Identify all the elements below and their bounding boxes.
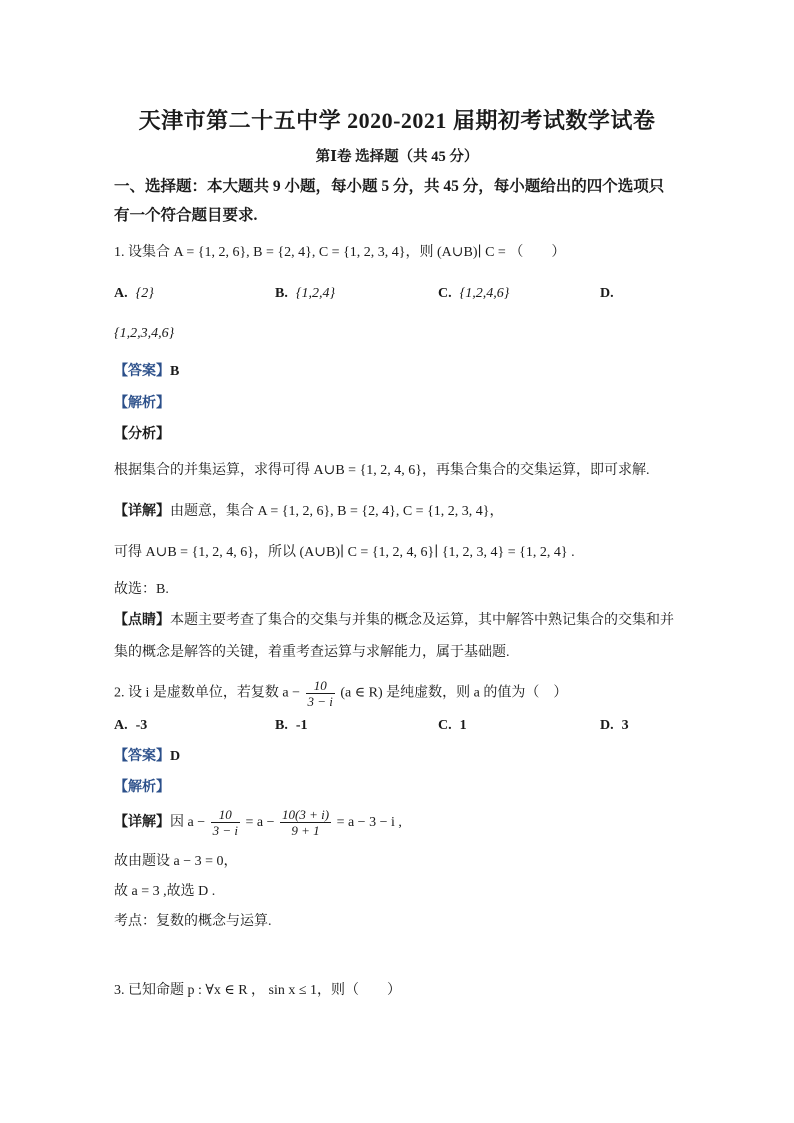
q1-detail-text: 由题意，集合 A = {1, 2, 6}, B = {2, 4}, C = {1, 2, 3, 4}， [170, 504, 504, 519]
q1-answer [114, 361, 179, 383]
q2-frac2-num: 10(3 + i) [282, 807, 330, 823]
q1-option-a-text: {2} [135, 286, 154, 301]
q2-detail-tag: 【详解】 [114, 815, 170, 830]
q2-stem-frac-den: 3 − i [307, 694, 333, 709]
q2-line2: 故由题设 a − 3 = 0， [114, 854, 238, 869]
q1-option-c-text: {1,2,4,6} [459, 286, 510, 301]
q1-analysis [114, 393, 170, 415]
q1-option-a-label: A. [114, 286, 128, 301]
q2-answer-tag: 【答案】 [114, 749, 170, 764]
q1-fenxi-tag: 【分析】 [114, 427, 170, 442]
q1-answer-value: B [170, 364, 180, 379]
q2-option-d-label: D. [600, 718, 614, 733]
page-subtitle: 第Ⅰ卷 选择题（共 45 分） [315, 149, 479, 165]
q2-option-b [275, 715, 308, 737]
q2-frac2-den: 9 + 1 [291, 823, 320, 839]
q2-option-d [600, 715, 629, 737]
q2-stem-post: (a ∈ R) 是纯虚数，则 a 的值为（ ） [340, 685, 568, 701]
q2-option-c-label: C. [438, 718, 452, 733]
section-instructions-line1: 一、选择题：本大题共 9 小题，每小题 5 分，共 45 分，每小题给出的四个选项只 [114, 178, 665, 195]
q2-option-b-label: B. [275, 718, 288, 733]
q1-option-b-text: {1,2,4} [295, 286, 336, 301]
q2-line3: 故 a = 3 ,故选 D . [114, 884, 216, 899]
q1-analysis-tag: 【解析】 [114, 396, 170, 411]
q2-stem-fraction [306, 678, 335, 709]
q2-kaodian: 考点：复数的概念与运算. [114, 914, 272, 929]
q2-option-a [114, 715, 147, 737]
q2-option-c [438, 715, 467, 737]
q2-stem-pre: 2. 设 i 是虚数单位，若复数 a − [114, 685, 300, 701]
q1-option-b [275, 283, 335, 305]
q1-detail [114, 501, 504, 523]
q2-detail-pre: 因 a − [170, 815, 206, 830]
q1-option-b-label: B. [275, 286, 288, 301]
q3-stem: 3. 已知命题 p : ∀x ∈ R ， sin x ≤ 1，则（ ） [114, 983, 402, 998]
q2-analysis [114, 777, 170, 799]
q2-option-b-text: -1 [295, 718, 308, 733]
q1-fenxi-text: 根据集合的并集运算，求得可得 A∪B = {1, 2, 4, 6}，再集合集合的交集运算，即可求解. [114, 463, 650, 478]
section-instructions-line2: 有一个符合题目要求. [114, 207, 258, 224]
q2-detail-mid: = a − [245, 815, 275, 830]
q1-option-c [438, 283, 509, 305]
q1-option-d-wrapped: {1,2,3,4,6} [114, 326, 175, 341]
q1-choose: 故选：B. [114, 582, 169, 597]
q2-stem-frac-num: 10 [306, 678, 335, 694]
q1-option-c-label: C. [438, 286, 452, 301]
q1-detail-tag: 【详解】 [114, 504, 170, 519]
q2-frac1-num: 10 [211, 807, 240, 823]
q2-option-a-text: -3 [135, 718, 148, 733]
q1-answer-tag: 【答案】 [114, 364, 170, 379]
q2-frac1-den: 3 − i [212, 823, 238, 839]
q1-fenxi [114, 424, 170, 446]
q1-option-d [600, 283, 622, 305]
q2-stem [114, 678, 567, 709]
q1-point-text2: 集的概念是解答的关键，着重考查运算与求解能力，属于基础题. [114, 645, 510, 660]
q1-detail-text2: 可得 A∪B = {1, 2, 4, 6}，所以 (A∪B)∣ C = {1, 2, 4, 6}∣ {1, 2, 3, 4} = {1, 2, 4} . [114, 545, 575, 560]
q2-detail-fraction-1 [211, 807, 240, 838]
q1-stem: 1. 设集合 A = {1, 2, 6}, B = {2, 4}, C = {1, 2, 3, 4}，则 (A∪B)∣ C = （ ） [114, 245, 566, 260]
q2-option-d-text: 3 [621, 718, 629, 733]
q2-detail-post: = a − 3 − i , [336, 815, 402, 830]
q2-option-c-text: 1 [459, 718, 467, 733]
page-title: 天津市第二十五中学 2020-2021 届期初考试数学试卷 [138, 108, 656, 133]
q2-detail-fraction-2 [280, 807, 331, 838]
q2-answer-value: D [170, 749, 181, 764]
q1-point-tag: 【点睛】 [114, 613, 170, 628]
q2-analysis-tag: 【解析】 [114, 780, 170, 795]
q2-option-a-label: A. [114, 718, 128, 733]
q2-answer [114, 746, 180, 768]
q1-point [114, 610, 674, 632]
q2-detail [114, 806, 402, 840]
q1-point-text1: 本题主要考查了集合的交集与并集的概念及运算，其中解答中熟记集合的交集和并 [170, 613, 674, 628]
q1-option-d-label: D. [600, 286, 614, 301]
q1-option-a [114, 283, 154, 305]
